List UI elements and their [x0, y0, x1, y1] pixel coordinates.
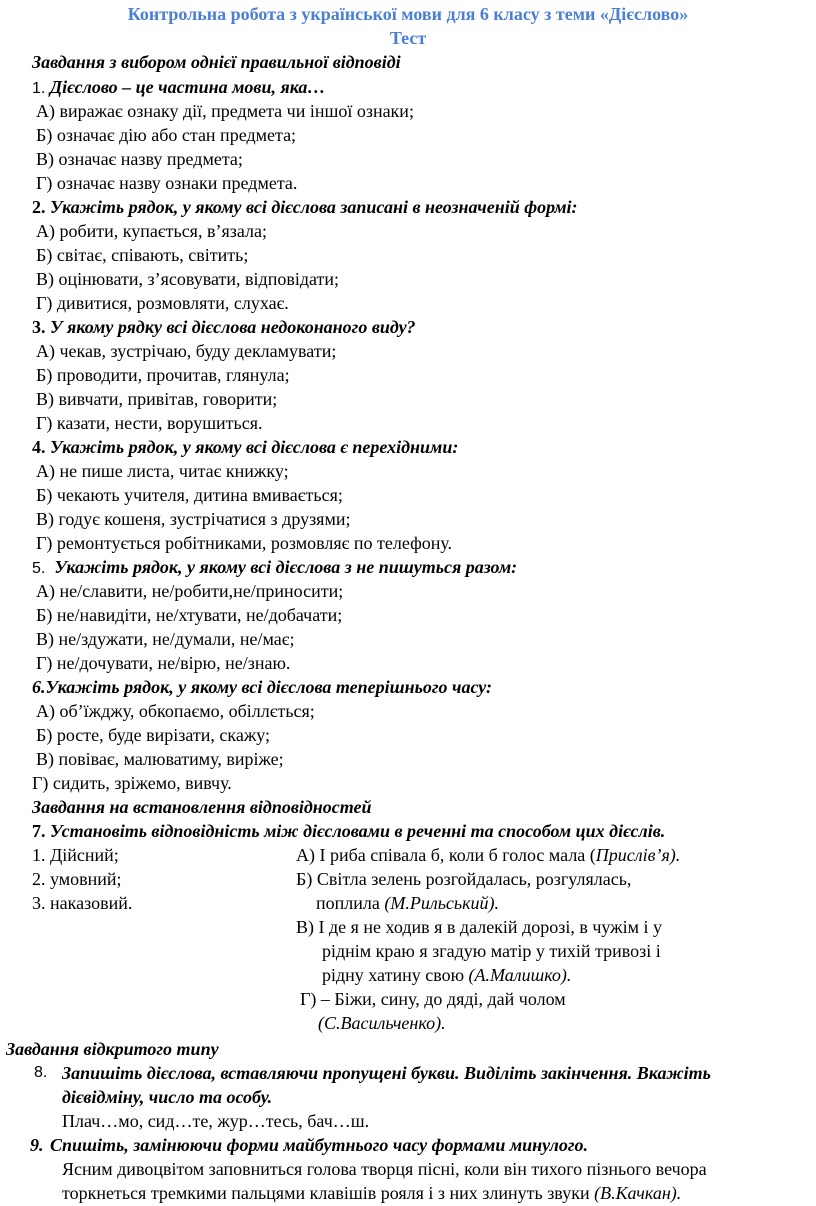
- question-text: Укажіть рядок, у якому всі дієслова теперішнього часу:: [45, 677, 493, 697]
- q7-left-2: 2. умовний;: [32, 869, 122, 889]
- q6-option-c: В) повіває, малюватиму, виріже;: [36, 749, 284, 769]
- question-number: 2.: [32, 197, 46, 217]
- author: (А.Малишко).: [468, 965, 572, 985]
- doc-subtitle: Тест: [389, 28, 427, 48]
- q7-right-c1: В) І де я не ходив я в далекій дорозі, в чужім і у: [296, 917, 662, 937]
- q2-option-a: А) робити, купається, в’язала;: [36, 221, 267, 241]
- sentence-text: торкнеться тремкими пальцями клавішів рояля і з них злинуть звуки: [62, 1183, 595, 1203]
- question-8-text-1: Запишіть дієслова, вставляючи пропущені букви. Виділіть закінчення. Вкажіть: [62, 1063, 711, 1083]
- question-6: [32, 675, 492, 699]
- question-9-line-1: Ясним дивоцвітом заповниться голова творця пісні, коли він тихого пізнього вечора: [62, 1159, 707, 1179]
- author: (В.Качкан).: [594, 1183, 682, 1203]
- question-number: 1.: [32, 80, 46, 97]
- question-number: 7.: [32, 821, 46, 841]
- question-5: [32, 555, 517, 581]
- q1-option-a: А) виражає ознаку дії, предмета чи іншої ознаки;: [36, 101, 414, 121]
- q3-option-b: Б) проводити, прочитав, глянула;: [36, 365, 290, 385]
- section-heading-2: Завдання на встановлення відповідностей: [32, 797, 372, 817]
- question-3: [32, 315, 416, 339]
- sentence-text: рідну хатину свою: [322, 965, 469, 985]
- q5-option-a: А) не/славити, не/робити,не/приносити;: [36, 581, 344, 601]
- question-text: Укажіть рядок, у якому всі дієслова записані в неозначеній формі:: [50, 197, 578, 217]
- question-7: [32, 819, 665, 843]
- q2-option-c: В) оцінювати, з’ясовувати, відповідати;: [36, 269, 340, 289]
- question-2: [32, 195, 578, 219]
- question-text: Установіть відповідність між дієсловами в реченні та способом цих дієслів.: [50, 821, 666, 841]
- q7-right-b2: [316, 891, 499, 915]
- q3-option-c: В) вивчати, привітав, говорити;: [36, 389, 278, 409]
- q6-option-a: А) об’їжджу, обкопаємо, обіллється;: [36, 701, 315, 721]
- q4-option-b: Б) чекають учителя, дитина вмивається;: [36, 485, 343, 505]
- question-8-text-2: дієвідміну, число та особу.: [62, 1087, 273, 1107]
- q7-right-b1: Б) Світла зелень розгойдалась, розгулялась,: [296, 869, 632, 889]
- q7-left-1: 1. Дійсний;: [32, 845, 119, 865]
- q1-option-b: Б) означає дію або стан предмета;: [36, 125, 297, 145]
- author: (М.Рильський).: [384, 893, 499, 913]
- q2-option-b: Б) світає, співають, світить;: [36, 245, 249, 265]
- author: Прислів’я).: [595, 845, 681, 865]
- question-text: Укажіть рядок, у якому всі дієслова з не пишуться разом:: [54, 557, 518, 577]
- q7-right-c3: [322, 963, 571, 987]
- question-4: [32, 435, 458, 459]
- question-9-text: Спишіть, замінюючи форми майбутнього часу формами минулого.: [50, 1135, 589, 1155]
- q5-option-d: Г) не/дочувати, не/вірю, не/знаю.: [36, 653, 291, 673]
- section-heading-1: Завдання з вибором однієї правильної відповіді: [32, 52, 401, 72]
- q2-option-d: Г) дивитися, розмовляти, слухає.: [36, 293, 289, 313]
- question-number: 3.: [32, 317, 46, 337]
- sentence-text: поплила: [316, 893, 385, 913]
- question-text: Дієслово – це частина мови, яка…: [49, 77, 326, 97]
- q6-option-b: Б) росте, буде вирізати, скажу;: [36, 725, 271, 745]
- q7-right-d-author: (С.Васильченко).: [318, 1013, 446, 1033]
- doc-title: Контрольна робота з української мови для 6 класу з теми «Дієслово»: [127, 4, 689, 24]
- question-8-number: 8.: [34, 1064, 48, 1081]
- sentence-text: А) І риба співала б, коли б голос мала (: [296, 845, 596, 865]
- q3-option-a: А) чекав, зустрічаю, буду декламувати;: [36, 341, 337, 361]
- question-text: Укажіть рядок, у якому всі дієслова є перехідними:: [50, 437, 459, 457]
- question-8-words: Плач…мо, сид…те, жур…тесь, бач…ш.: [62, 1111, 370, 1131]
- q4-option-a: А) не пише листа, читає книжку;: [36, 461, 289, 481]
- q5-option-b: Б) не/навидіти, не/хтувати, не/добачати;: [36, 605, 343, 625]
- question-1: [32, 75, 325, 101]
- q7-left-3: 3. наказовий.: [32, 893, 133, 913]
- q7-right-c2: ріднім краю я згадую матір у тихій тривозі і: [322, 941, 661, 961]
- q1-option-d: Г) означає назву ознаки предмета.: [36, 173, 298, 193]
- question-9-line-2: [62, 1181, 681, 1205]
- q7-right-a: [296, 843, 680, 867]
- q5-option-c: В) не/здужати, не/думали, не/має;: [36, 629, 295, 649]
- q4-option-c: В) годує кошеня, зустрічатися з друзями;: [36, 509, 351, 529]
- question-number: 6.: [32, 677, 46, 697]
- q1-option-c: В) означає назву предмета;: [36, 149, 243, 169]
- q4-option-d: Г) ремонтується робітниками, розмовляє по телефону.: [36, 533, 453, 553]
- question-text: У якому рядку всі дієслова недоконаного виду?: [50, 317, 416, 337]
- question-number: 5.: [32, 560, 46, 577]
- q6-option-d: Г) сидить, зріжемо, вивчу.: [32, 773, 232, 793]
- question-number: 4.: [32, 437, 46, 457]
- q3-option-d: Г) казати, нести, ворушиться.: [36, 413, 263, 433]
- question-9-number: 9.: [30, 1135, 44, 1155]
- section-heading-3: Завдання відкритого типу: [6, 1039, 219, 1059]
- q7-right-d1: Г) – Біжи, сину, до дяді, дай чолом: [300, 989, 566, 1009]
